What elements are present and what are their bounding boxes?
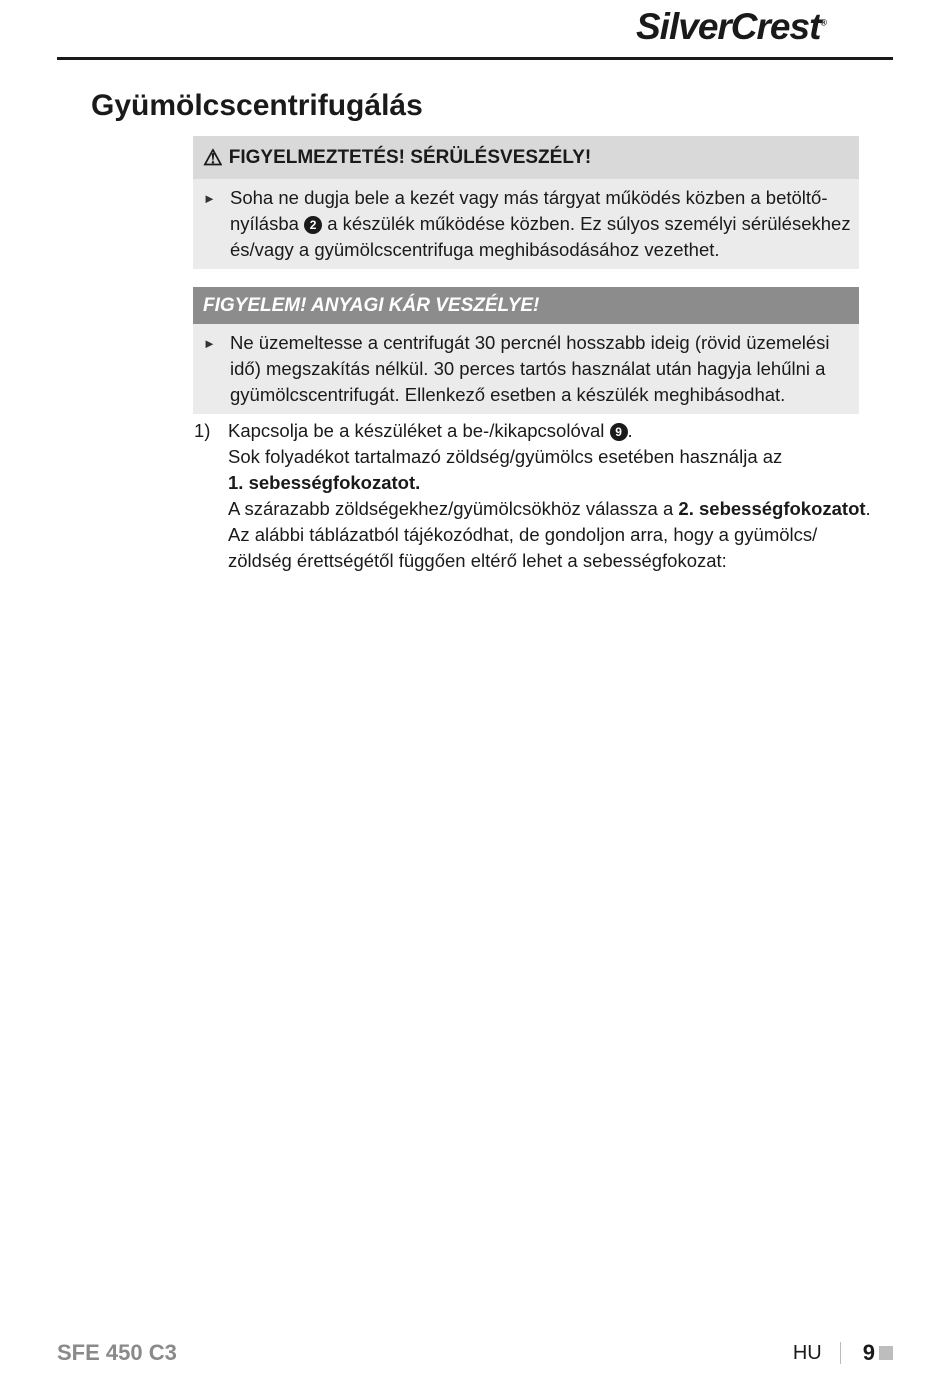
bullet-arrow-icon: ►	[203, 191, 216, 206]
part-number-badge: 2	[304, 216, 322, 234]
page-title: Gyümölcscentrifugálás	[91, 89, 423, 122]
text-line: Sok folyadékot tartalmazó zöldség/gyümölcs esetében használja az	[228, 446, 783, 467]
text-line: és/vagy a gyümölcscentrifuga meghibásodásához vezethet.	[230, 239, 720, 260]
warning-box	[193, 136, 859, 269]
part-number-badge: 9	[610, 423, 628, 441]
warning-triangle-icon: ⚠	[203, 144, 223, 170]
page-marker-square	[879, 1346, 893, 1360]
footer-divider	[840, 1342, 841, 1364]
page-number: 9	[862, 1340, 875, 1365]
step-list: 1) Kapcsolja be a készüléket a be-/kikapcsolóval 9 . Sok folyadékot tartalmazó zöldség/gyümölcs esetében használja az 1. sebességfokozatot. A szárazabb zöldségekhez/gyümölcsökhöz válassza a 2. sebességfokozatot. Az alábbi táblázatból tájékozódhat, de gondoljon arra, hogy a gyümölcs/ zöldség érettségétől függően eltérő lehet a sebességfokozat:	[194, 418, 871, 574]
text-line: Ne üzemeltesse a centrifugát 30 percnél hosszabb ideig (rövid üzemelési	[230, 332, 830, 353]
logo-text: SilverCrest	[636, 6, 821, 47]
footer-page-info	[793, 1340, 893, 1366]
text-line: 1. sebességfokozatot.	[228, 472, 421, 493]
text-line: zöldség érettségétől függően eltérő lehet a sebességfokozat:	[228, 550, 727, 571]
warning-body	[193, 179, 859, 269]
bullet-arrow-icon: ►	[203, 336, 216, 351]
footer-language: HU	[792, 1341, 822, 1364]
text-line: Soha ne dugja bele a kezét vagy más tárgyat működés közben a betöltő-	[230, 187, 828, 208]
text-line: Az alábbi táblázatból tájékozódhat, de gondoljon arra, hogy a gyümölcs/	[228, 524, 818, 545]
caution-box	[193, 287, 859, 414]
caution-body	[193, 324, 859, 414]
warning-heading-text: FIGYELMEZTETÉS! SÉRÜLÉSVESZÉLY!	[228, 146, 592, 168]
step-number: 1)	[194, 420, 211, 441]
text: a készülék működése közben. Ez súlyos személyi sérülésekhez	[327, 213, 851, 234]
text-bold: 2. sebességfokozatot	[678, 498, 866, 519]
text-line: idő) megszakítás nélkül. 30 perces tartós használat után hagyja lehűlni a	[230, 358, 826, 379]
text: nyílásba	[230, 213, 299, 234]
text: Kapcsolja be a készüléket a be-/kikapcsolóval	[228, 420, 605, 441]
caution-heading: FIGYELEM! ANYAGI KÁR VESZÉLYE!	[193, 287, 859, 324]
silvercrest-logo: SilverCrest®	[636, 6, 827, 47]
header-rule	[57, 57, 893, 60]
footer-model: SFE 450 C3	[57, 1340, 177, 1365]
warning-heading	[193, 136, 859, 179]
text-line: gyümölcscentrifugát. Ellenkező esetben a készülék meghibásodhat.	[230, 384, 786, 405]
text: A szárazabb zöldségekhez/gyümölcsökhöz válassza a	[228, 498, 674, 519]
